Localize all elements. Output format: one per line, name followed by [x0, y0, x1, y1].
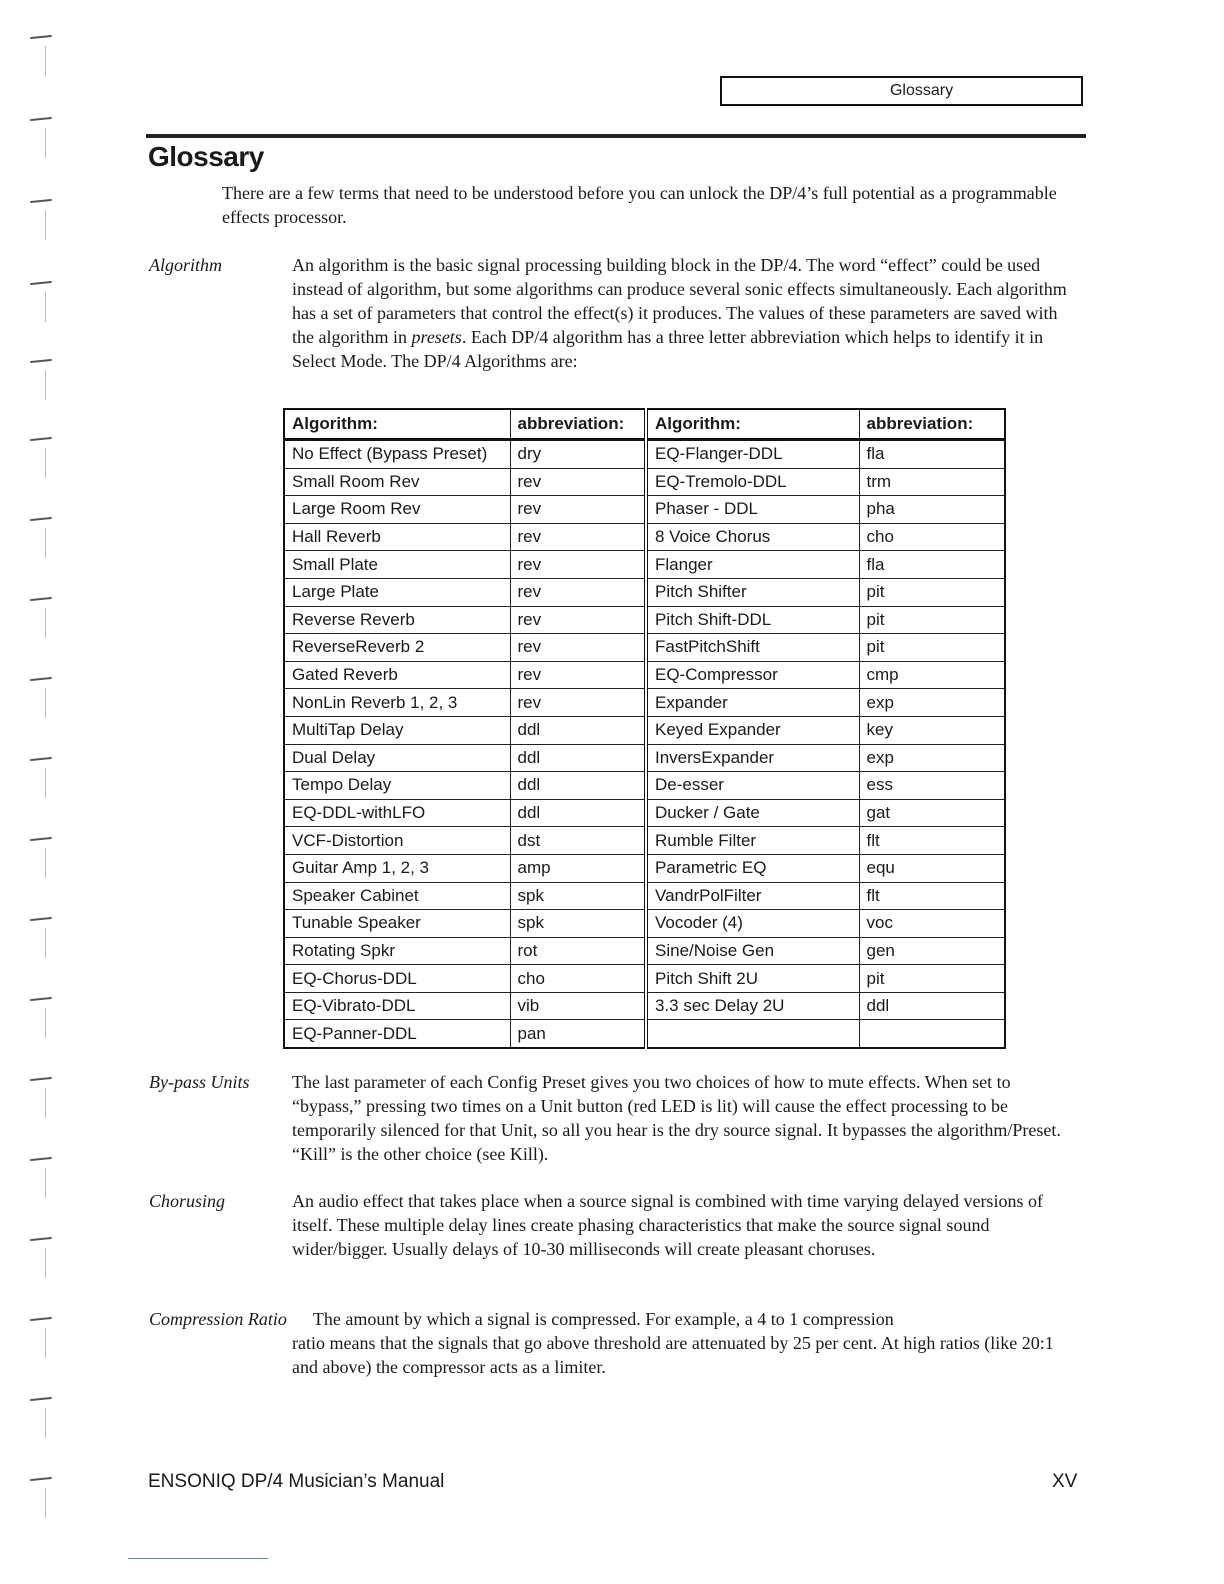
header-algorithm-left: Algorithm: — [284, 409, 510, 440]
cell-abbreviation-left: ddl — [510, 744, 646, 772]
table-row — [284, 1020, 1005, 1048]
table-row — [284, 578, 1005, 606]
table-row — [284, 606, 1005, 634]
table-row — [284, 716, 1005, 744]
cell-abbreviation-left: rev — [510, 689, 646, 717]
cell-abbreviation-right: fla — [859, 440, 1005, 469]
header-abbreviation-left: abbreviation: — [510, 409, 646, 440]
cell-algorithm-left: Speaker Cabinet — [284, 882, 510, 910]
cell-abbreviation-left: rev — [510, 634, 646, 662]
cell-abbreviation-right: gat — [859, 799, 1005, 827]
definition-algorithm-part2: . Each DP/4 algorithm has a three letter abbreviation which helps to identify it in Select Mode. The DP/4 Algorithms are: — [292, 327, 1044, 371]
cell-abbreviation-right: cmp — [859, 661, 1005, 689]
cell-algorithm-right: 8 Voice Chorus — [646, 523, 859, 551]
cell-algorithm-left: Reverse Reverb — [284, 606, 510, 634]
term-chorusing: Chorusing — [149, 1191, 226, 1211]
cell-algorithm-right: Flanger — [646, 551, 859, 579]
term-algorithm: Algorithm — [149, 255, 223, 275]
definition-bypass-units: The last parameter of each Config Preset gives you two choices of how to mute effects. When set to “bypass,” pressing two times on a Unit button (red LED is lit) will cause the effect processing to be temporarily silenced for that Unit, so all you hear is the dry source signal. It bypasses the algorithm/Preset. “Kill” is the other choice (see Kill). — [292, 1072, 1061, 1164]
cell-algorithm-left: EQ-Panner-DDL — [284, 1020, 510, 1048]
cell-abbreviation-left: spk — [510, 882, 646, 910]
cell-algorithm-left: ReverseReverb 2 — [284, 634, 510, 662]
definition-chorusing: An audio effect that takes place when a source signal is combined with time varying delayed versions of itself. These multiple delay lines create phasing characteristics that make the source signal sound wider/bigger. Usually delays of 10-30 milliseconds will create pleasant choruses. — [292, 1191, 1043, 1259]
cell-abbreviation-right: key — [859, 716, 1005, 744]
cell-algorithm-left: MultiTap Delay — [284, 716, 510, 744]
cell-abbreviation-left: pan — [510, 1020, 646, 1048]
page-title: Glossary — [148, 141, 264, 172]
definition-algorithm — [292, 253, 1077, 373]
cell-algorithm-left: Dual Delay — [284, 744, 510, 772]
definition-compression-line1: The amount by which a signal is compressed. For example, a 4 to 1 compression — [312, 1309, 894, 1329]
cell-abbreviation-left: amp — [510, 854, 646, 882]
cell-abbreviation-right: ddl — [859, 992, 1005, 1020]
page-number: XV — [1052, 1471, 1078, 1492]
cell-abbreviation-right: cho — [859, 523, 1005, 551]
table-row — [284, 882, 1005, 910]
table-row — [284, 689, 1005, 717]
title-rule — [146, 134, 1086, 138]
binder-holes — [0, 0, 60, 1584]
cell-abbreviation-right: exp — [859, 689, 1005, 717]
cell-algorithm-right: Sine/Noise Gen — [646, 937, 859, 965]
term-bypass-units: By-pass Units — [149, 1072, 250, 1092]
cell-abbreviation-left: dst — [510, 827, 646, 855]
cell-abbreviation-left: rev — [510, 551, 646, 579]
cell-algorithm-left: Hall Reverb — [284, 523, 510, 551]
cell-abbreviation-left: rev — [510, 578, 646, 606]
cell-abbreviation-left: rev — [510, 606, 646, 634]
cell-abbreviation-right: flt — [859, 827, 1005, 855]
cell-abbreviation-left: rev — [510, 468, 646, 496]
cell-algorithm-right: VandrPolFilter — [646, 882, 859, 910]
cell-abbreviation-right: flt — [859, 882, 1005, 910]
cell-algorithm-left: Tempo Delay — [284, 772, 510, 800]
cell-abbreviation-left: ddl — [510, 772, 646, 800]
table-row — [284, 744, 1005, 772]
cell-algorithm-right: FastPitchShift — [646, 634, 859, 662]
footer-manual-title: ENSONIQ DP/4 Musician’s Manual — [148, 1471, 445, 1492]
cell-algorithm-left: VCF-Distortion — [284, 827, 510, 855]
table-row — [284, 634, 1005, 662]
header-abbreviation-right: abbreviation: — [859, 409, 1005, 440]
cell-algorithm-right: Parametric EQ — [646, 854, 859, 882]
cell-abbreviation-right: pha — [859, 496, 1005, 524]
table-row — [284, 799, 1005, 827]
header-algorithm-right: Algorithm: — [646, 409, 859, 440]
cell-abbreviation-right: trm — [859, 468, 1005, 496]
cell-algorithm-left: EQ-Vibrato-DDL — [284, 992, 510, 1020]
cell-abbreviation-left: rot — [510, 937, 646, 965]
cell-algorithm-right: EQ-Flanger-DDL — [646, 440, 859, 469]
table-row — [284, 854, 1005, 882]
cell-algorithm-left: Guitar Amp 1, 2, 3 — [284, 854, 510, 882]
cell-algorithm-left: Gated Reverb — [284, 661, 510, 689]
cell-algorithm-left: Tunable Speaker — [284, 910, 510, 938]
table-row — [284, 937, 1005, 965]
table-row — [284, 827, 1005, 855]
cell-algorithm-right: Ducker / Gate — [646, 799, 859, 827]
table-row — [284, 965, 1005, 993]
cell-algorithm-left: No Effect (Bypass Preset) — [284, 440, 510, 469]
algorithm-table-body — [284, 440, 1005, 1049]
cell-abbreviation-right: fla — [859, 551, 1005, 579]
table-row — [284, 992, 1005, 1020]
cell-abbreviation-right: gen — [859, 937, 1005, 965]
cell-algorithm-right: 3.3 sec Delay 2U — [646, 992, 859, 1020]
cell-algorithm-left: EQ-Chorus-DDL — [284, 965, 510, 993]
cell-algorithm-right — [646, 1020, 859, 1048]
scan-artifact-line — [128, 1558, 268, 1559]
cell-abbreviation-left: dry — [510, 440, 646, 469]
cell-abbreviation-right: voc — [859, 910, 1005, 938]
cell-abbreviation-right: pit — [859, 606, 1005, 634]
table-row — [284, 468, 1005, 496]
cell-algorithm-right: Rumble Filter — [646, 827, 859, 855]
definition-algorithm-presets: presets — [411, 327, 462, 347]
cell-algorithm-left: Large Plate — [284, 578, 510, 606]
cell-abbreviation-left: spk — [510, 910, 646, 938]
table-row — [284, 523, 1005, 551]
cell-algorithm-left: Rotating Spkr — [284, 937, 510, 965]
cell-abbreviation-left: rev — [510, 661, 646, 689]
term-compression-ratio: Compression Ratio — [149, 1309, 287, 1329]
running-header — [720, 76, 1083, 106]
cell-algorithm-right: EQ-Tremolo-DDL — [646, 468, 859, 496]
cell-algorithm-left: Small Plate — [284, 551, 510, 579]
cell-algorithm-left: NonLin Reverb 1, 2, 3 — [284, 689, 510, 717]
cell-abbreviation-left: rev — [510, 496, 646, 524]
cell-algorithm-right: Pitch Shift-DDL — [646, 606, 859, 634]
table-row — [284, 910, 1005, 938]
algorithm-table — [283, 408, 1006, 1049]
table-row — [284, 661, 1005, 689]
cell-algorithm-right: Pitch Shifter — [646, 578, 859, 606]
cell-abbreviation-right: pit — [859, 965, 1005, 993]
cell-abbreviation-right: ess — [859, 772, 1005, 800]
table-row — [284, 440, 1005, 469]
table-row — [284, 496, 1005, 524]
cell-abbreviation-right: pit — [859, 578, 1005, 606]
table-row — [284, 551, 1005, 579]
cell-abbreviation-left: ddl — [510, 799, 646, 827]
cell-abbreviation-left: ddl — [510, 716, 646, 744]
cell-algorithm-right: Expander — [646, 689, 859, 717]
running-header-label: Glossary — [889, 82, 954, 99]
cell-abbreviation-left: cho — [510, 965, 646, 993]
cell-abbreviation-right: equ — [859, 854, 1005, 882]
cell-abbreviation-right: exp — [859, 744, 1005, 772]
cell-algorithm-right: Vocoder (4) — [646, 910, 859, 938]
definition-algorithm-part1: An algorithm is the basic signal processing building block in the DP/4. The word “effect” could be used instead of algorithm, but some algorithms can produce several sonic effects simultaneously. Each algorithm has a set of parameters that control the effect(s) it produces. The values of these parameters are saved with the algorithm in — [292, 255, 1067, 347]
cell-algorithm-right: Keyed Expander — [646, 716, 859, 744]
table-row — [284, 772, 1005, 800]
compression-ratio-entry — [149, 1307, 1069, 1379]
cell-algorithm-right: Pitch Shift 2U — [646, 965, 859, 993]
cell-algorithm-left: Large Room Rev — [284, 496, 510, 524]
cell-abbreviation-left: vib — [510, 992, 646, 1020]
cell-abbreviation-left: rev — [510, 523, 646, 551]
cell-algorithm-right: Phaser - DDL — [646, 496, 859, 524]
cell-algorithm-right: EQ-Compressor — [646, 661, 859, 689]
cell-algorithm-left: Small Room Rev — [284, 468, 510, 496]
cell-algorithm-right: De-esser — [646, 772, 859, 800]
cell-algorithm-left: EQ-DDL-withLFO — [284, 799, 510, 827]
cell-abbreviation-right — [859, 1020, 1005, 1048]
definition-compression-rest: ratio means that the signals that go above threshold are attenuated by 25 per cent. At high ratios (like 20:1 and above) the compressor acts as a limiter. — [292, 1333, 1054, 1377]
table-header-row — [284, 409, 1005, 440]
cell-abbreviation-right: pit — [859, 634, 1005, 662]
intro-paragraph: There are a few terms that need to be understood before you can unlock the DP/4’s full potential as a programmable effects processor. — [222, 183, 1057, 227]
cell-algorithm-right: InversExpander — [646, 744, 859, 772]
